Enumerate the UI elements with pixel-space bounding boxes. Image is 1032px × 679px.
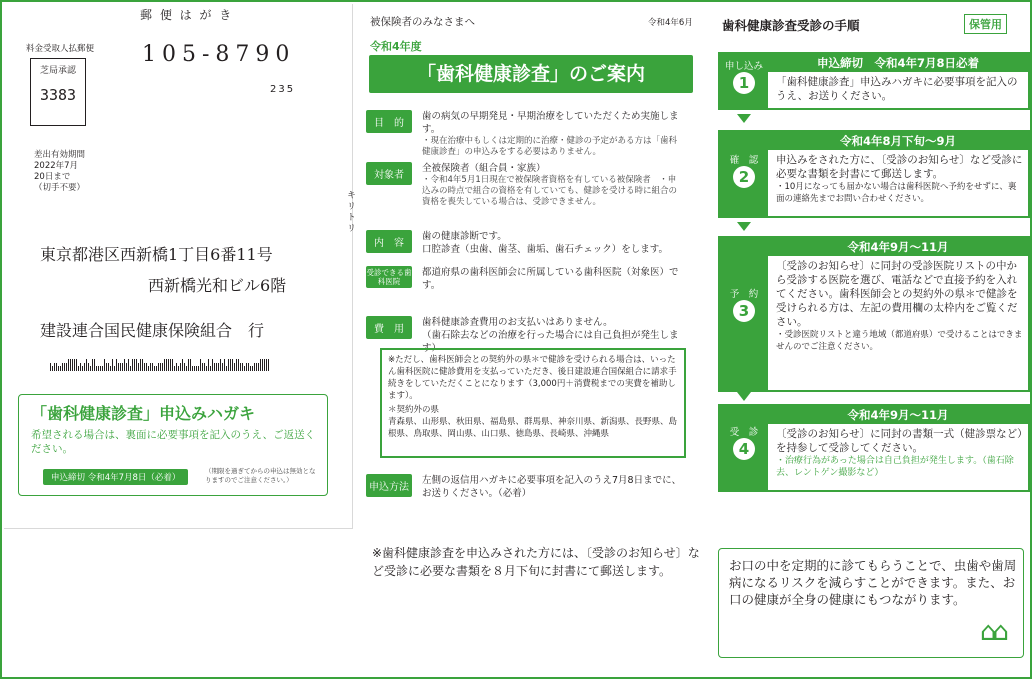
barcode-bar — [252, 366, 253, 371]
barcode-bar — [92, 359, 93, 371]
barcode-bar — [262, 359, 263, 371]
recipient: 建設連合国民健康保険組合 行 — [40, 321, 265, 340]
validity-line: 2022年7月 — [34, 161, 79, 171]
row-label: 費 用 — [366, 316, 412, 339]
barcode-bar — [116, 359, 117, 371]
row-purpose — [366, 110, 679, 157]
barcode-bar — [220, 359, 221, 371]
barcode-bar — [108, 363, 109, 371]
barcode-bar — [236, 359, 237, 371]
barcode-bar — [266, 359, 267, 371]
step-number: 2 — [733, 166, 755, 188]
barcode-bar — [182, 359, 183, 371]
row-label: 目 的 — [366, 110, 412, 133]
barcode-bar — [196, 366, 197, 371]
barcode-bar — [72, 359, 73, 371]
barcode-bar — [208, 359, 209, 371]
barcode-bar — [70, 359, 71, 371]
validity-line: 20日まで — [34, 172, 71, 182]
barcode-bar — [98, 366, 99, 371]
barcode-bar — [180, 363, 181, 371]
barcode-bar — [264, 359, 265, 371]
barcode-bar — [144, 363, 145, 371]
validity-block — [34, 150, 85, 194]
barcode-bar — [240, 363, 241, 371]
step-1 — [718, 52, 1030, 110]
barcode-bar — [66, 363, 67, 371]
step-head: 申込締切 令和4年7月8日必着 — [768, 54, 1028, 72]
barcode-bar — [110, 366, 111, 371]
deadline-note: （期限を過ぎてからの申込は無効となりますのでご注意ください。） — [205, 467, 316, 484]
barcode-bar — [248, 363, 249, 371]
greeting: 被保険者のみなさまへ — [370, 16, 475, 28]
barcode-bar — [82, 366, 83, 371]
barcode-bar — [60, 366, 61, 371]
barcode-bar — [56, 363, 57, 371]
barcode-bar — [96, 366, 97, 371]
barcode-bar — [228, 359, 229, 371]
barcode-bar — [158, 363, 159, 371]
barcode-bar — [206, 366, 207, 371]
step-number: 1 — [733, 72, 755, 94]
step-head: 令和4年8月下旬〜9月 — [768, 132, 1028, 150]
promo-text: 希望される場合は、裏面に必要事項を記入のうえ、ご返送ください。 — [31, 429, 316, 455]
barcode-bar — [154, 366, 155, 371]
barcode-bar — [166, 359, 167, 371]
barcode-bar — [246, 363, 247, 371]
postal-code: 105-8790 — [142, 42, 296, 67]
barcode-bar — [172, 359, 173, 371]
row-text: 左側の返信用ハガキに必要事項を記入のうえ7月8日までに、お送りください。（必着） — [422, 475, 682, 499]
barcode-bar — [58, 366, 59, 371]
row-note: （歯石除去などの治療を行った場合には自己負担が発生します） — [422, 330, 679, 354]
row-cost — [366, 316, 679, 354]
step-arrow — [737, 222, 751, 231]
step-body: 「歯科健康診査」申込みハガキに必要事項を記入のうえ、お送りください。 — [776, 76, 1018, 102]
postage-box — [30, 58, 86, 126]
barcode-bar — [244, 366, 245, 371]
barcode-bar — [222, 363, 223, 371]
teeth-icon: ⌂⌂ — [979, 617, 1005, 647]
barcode-bar — [104, 359, 105, 371]
health-message-box — [718, 548, 1024, 658]
barcode-bar — [68, 359, 69, 371]
barcode-bar — [234, 363, 235, 371]
step-side-label: 申し込み — [724, 61, 763, 72]
barcode-bar — [168, 359, 169, 371]
step-note: ・10月になっても届かない場合は歯科医院へ予約をせずに、裏面の連絡先までお問い合わせください。 — [776, 182, 1017, 204]
barcode-bar — [152, 363, 153, 371]
row-note: 口腔診査（虫歯、歯茎、歯垢、歯石チェック）をします。 — [422, 244, 668, 255]
barcode-bar — [84, 363, 85, 371]
barcode-bar — [194, 366, 195, 371]
barcode-bar — [124, 359, 125, 371]
row-content — [366, 230, 668, 255]
step-note: ・受診医院リストと違う地域（都道府県）で受けることはできませんのでご注意ください。 — [776, 330, 1023, 352]
barcode-bar — [128, 359, 129, 371]
fiscal-year: 令和4年度 — [370, 40, 422, 53]
row-label: 受診できる歯科医院 — [366, 268, 412, 286]
row-text: 歯の病気の早期発見・早期治療をしていただくため実施します。 — [422, 111, 679, 135]
barcode-bar — [184, 363, 185, 371]
barcode-bar — [242, 363, 243, 371]
customer-barcode — [50, 352, 306, 364]
step-head: 令和4年9月〜11月 — [768, 406, 1028, 424]
barcode-bar — [132, 359, 133, 371]
barcode-bar — [188, 359, 189, 371]
row-label: 申込方法 — [366, 474, 412, 497]
step-side-label: 予 約 — [729, 289, 759, 300]
barcode-bar — [224, 359, 225, 371]
barcode-bar — [268, 359, 269, 371]
barcode-bar — [156, 366, 157, 371]
address-line-1: 東京都港区西新橋1丁目6番11号 — [40, 245, 273, 264]
barcode-bar — [238, 359, 239, 371]
address-line-2: 西新橋光和ビル6階 — [148, 276, 287, 295]
barcode-bar — [100, 366, 101, 371]
stamp-label: 料金受取人払郵便 — [26, 44, 95, 54]
barcode-bar — [174, 366, 175, 371]
barcode-bar — [230, 359, 231, 371]
step-side-label: 確 認 — [729, 155, 759, 166]
barcode-bar — [86, 359, 87, 371]
barcode-bar — [226, 366, 227, 371]
postcard-title: 郵 便 は が き — [140, 8, 234, 22]
barcode-bar — [214, 363, 215, 371]
row-text: 歯科健康診査費用のお支払いはありません。 — [422, 317, 613, 328]
step-body: 〔受診のお知らせ〕に同封の受診医院リストの中から受診する医院を選び、電話などで直接予約を入れてください。歯科医師会との契約外の県＊で健診を受けられる方は、左記の費用欄の太枠内をご覧ください。 — [776, 260, 1018, 328]
validity-line: （切手不要） — [34, 183, 86, 193]
barcode-bar — [120, 363, 121, 371]
barcode-bar — [186, 366, 187, 371]
barcode-bar — [88, 363, 89, 371]
barcode-bar — [210, 366, 211, 371]
barcode-bar — [190, 359, 191, 371]
barcode-bar — [212, 359, 213, 371]
steps-title: 歯科健康診査受診の手順 — [722, 18, 860, 33]
barcode-bar — [256, 363, 257, 371]
barcode-bar — [258, 363, 259, 371]
row-label: 内 容 — [366, 230, 412, 253]
barcode-bar — [112, 359, 113, 371]
barcode-bar — [260, 359, 261, 371]
row-text: 都道府県の歯科医師会に所属している歯科医院（対象医）です。 — [422, 267, 679, 291]
issue-date: 令和4年6月 — [648, 18, 693, 28]
cut-line-label: キリトリ — [345, 190, 355, 234]
barcode-bar — [202, 363, 203, 371]
barcode-bar — [64, 363, 65, 371]
barcode-bar — [90, 366, 91, 371]
barcode-bar — [102, 366, 103, 371]
footer-note: ※歯科健康診査を申込みされた方には、〔受診のお知らせ〕など受診に必要な書類を８月下旬に封書にて郵送します。 — [372, 546, 700, 578]
barcode-bar — [218, 363, 219, 371]
barcode-bar — [204, 363, 205, 371]
promo-box — [18, 394, 328, 496]
barcode-bar — [198, 366, 199, 371]
row-text: 歯の健康診断です。 — [422, 231, 507, 242]
row-apply — [366, 474, 682, 499]
barcode-bar — [50, 363, 51, 371]
barcode-bar — [54, 363, 55, 371]
row-eligibility — [366, 162, 678, 207]
step-2 — [718, 130, 1030, 218]
step-number: 3 — [733, 300, 755, 322]
step-side-label: 受 診 — [729, 427, 759, 438]
barcode-bar — [126, 363, 127, 371]
box-head: ＊契約外の県 — [388, 405, 440, 415]
barcode-bar — [176, 363, 177, 371]
step-note: ・治療行為があった場合は自己負担が発生します。（歯石除去、レントゲン撮影など） — [776, 456, 1014, 478]
validity-line: 差出有効期間 — [34, 150, 86, 160]
barcode-bar — [134, 359, 135, 371]
barcode-bar — [52, 366, 53, 371]
box-text: ※ただし、歯科医師会との契約外の県＊で健診を受けられる場合は、いったん歯科医院に健診費用を支払っていただき、後日建設連合国保組合に請求手続きをしていただくことになります（3,000円＋消費税までの実費を補助します）。 — [388, 355, 677, 401]
row-text: 全被保険者（組合員・家族） — [422, 163, 546, 174]
barcode-bar — [76, 359, 77, 371]
office-label: 芝局承認 — [39, 66, 76, 76]
deadline-badge: 申込締切 令和4年7月8日（必着） — [43, 469, 188, 485]
box-prefectures: 青森県、山形県、秋田県、福島県、群馬県、神奈川県、新潟県、長野県、島根県、鳥取県、岡山県、山口県、徳島県、長崎県、沖縄県 — [388, 417, 678, 439]
barcode-bar — [254, 363, 255, 371]
barcode-bar — [192, 366, 193, 371]
barcode-bar — [136, 359, 137, 371]
barcode-bar — [106, 363, 107, 371]
step-arrow — [737, 114, 751, 123]
promo-title: 「歯科健康診査」申込みハガキ — [31, 404, 256, 423]
contract-outside-box — [380, 348, 686, 458]
barcode-bar — [74, 359, 75, 371]
barcode-bar — [232, 359, 233, 371]
barcode-bar — [138, 363, 139, 371]
step-3 — [718, 236, 1030, 392]
barcode-bar — [200, 359, 201, 371]
barcode-bar — [250, 366, 251, 371]
row-note: ・令和4年5月1日現在で被保険者資格を有している被保険者 ・申込みの時点で組合の資格を有していても、健診を受ける時に組合の資格を喪失している場合は、受診できません。 — [422, 175, 678, 207]
guide-title: 「歯科健康診査」のご案内 — [369, 55, 693, 93]
barcode-bar — [216, 363, 217, 371]
barcode-bar — [160, 363, 161, 371]
barcode-bar — [162, 363, 163, 371]
step-head: 令和4年9月〜11月 — [768, 238, 1028, 256]
barcode-bar — [148, 366, 149, 371]
barcode-bar — [140, 359, 141, 371]
barcode-bar — [78, 366, 79, 371]
barcode-bar — [114, 366, 115, 371]
barcode-bar — [94, 359, 95, 371]
step-body: 〔受診のお知らせ〕に同封の書類一式（健診票など）を持参して受診してください。 — [776, 428, 1023, 454]
step-number: 4 — [733, 438, 755, 460]
barcode-bar — [80, 363, 81, 371]
barcode-bar — [170, 359, 171, 371]
barcode-bar — [178, 366, 179, 371]
barcode-bar — [62, 363, 63, 371]
barcode-bar — [142, 359, 143, 371]
barcode-bar — [122, 363, 123, 371]
barcode-bar — [130, 366, 131, 371]
health-text: お口の中を定期的に診てもらうことで、虫歯や歯周病になるリスクを減らすことができます。また、お口の健康が全身の健康にもつながります。 — [729, 558, 1017, 607]
step-body: 申込みをされた方に、〔受診のお知らせ〕など受診に必要な書類を封書にて郵送します。 — [776, 154, 1023, 180]
keep-badge: 保管用 — [964, 14, 1007, 34]
barcode-bar — [164, 359, 165, 371]
office-number: 3383 — [39, 86, 77, 104]
row-label: 対象者 — [366, 162, 412, 185]
barcode-bar — [146, 363, 147, 371]
postal-subcode: 235 — [270, 84, 296, 95]
row-clinics — [366, 266, 679, 291]
barcode-bar — [150, 363, 151, 371]
row-note: ・現在治療中もしくは定期的に治療・健診の予定がある方は「歯科健康診査」の申込みをする必要はありません。 — [422, 136, 678, 157]
barcode-bar — [118, 363, 119, 371]
step-4 — [718, 404, 1030, 492]
step-arrow — [737, 392, 751, 401]
